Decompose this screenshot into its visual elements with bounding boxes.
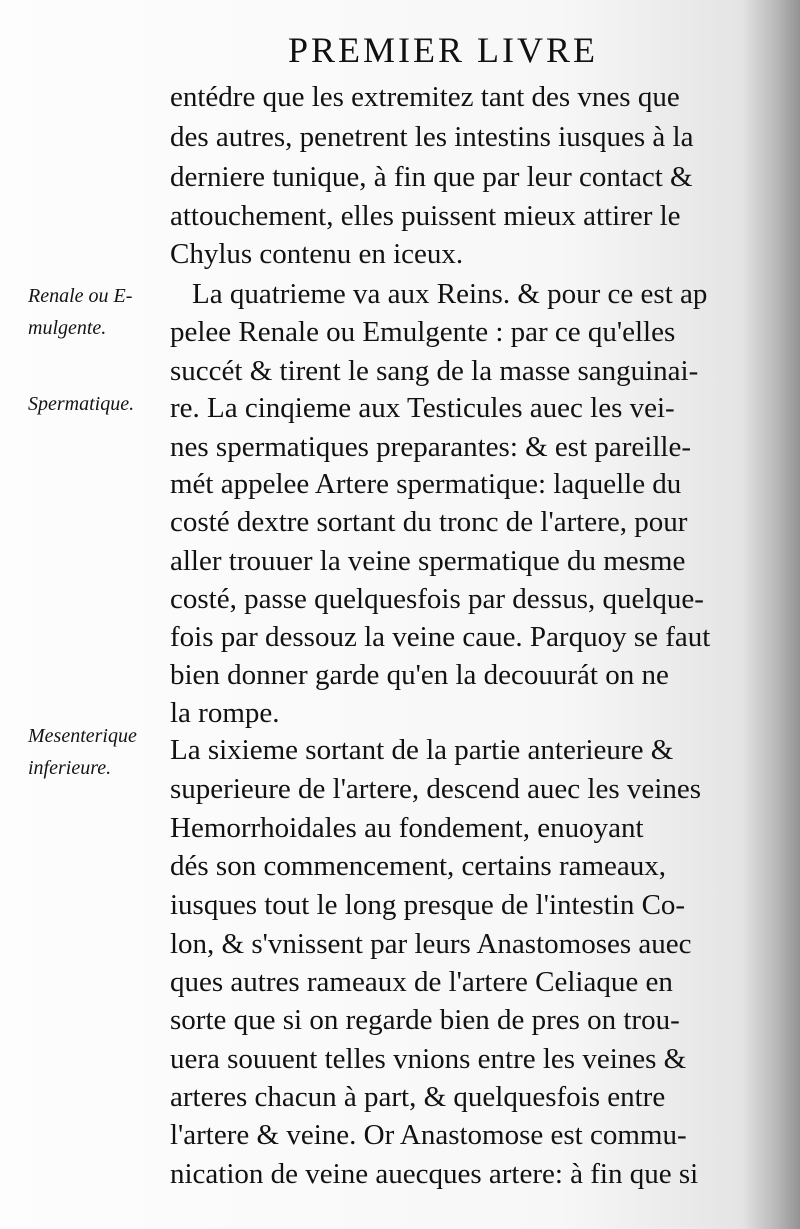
text-line: re. La cinqieme aux Testicules auec les vei-	[170, 392, 675, 424]
margin-note-emulgente: mulgente.	[28, 317, 107, 339]
text-line: iusques tout le long presque de l'intestin Co-	[170, 889, 686, 921]
text-line: fois par dessouz la veine caue. Parquoy se faut	[170, 621, 711, 653]
text-line: derniere tunique, à fin que par leur contact &	[170, 161, 693, 193]
margin-note-inferieure: inferieure.	[28, 757, 112, 779]
text-line: La quatrieme va aux Reins. & pour ce est ap	[192, 278, 708, 310]
text-line: arteres chacun à part, & quelquesfois entre	[170, 1081, 666, 1113]
text-line: Chylus contenu en iceux.	[170, 238, 464, 270]
text-line: bien donner garde qu'en la decouurát on ne	[170, 659, 669, 691]
text-line: uera souuent telles vnions entre les veines &	[170, 1043, 687, 1075]
text-line: l'artere & veine. Or Anastomose est commu-	[170, 1119, 687, 1151]
text-line: La sixieme sortant de la partie anterieure &	[170, 734, 674, 766]
running-head: PREMIER LIVRE	[288, 30, 599, 70]
margin-note-renale: Renale ou E-	[28, 285, 133, 307]
text-line: nes spermatiques preparantes: & est pareille-	[170, 431, 691, 463]
text-line: sorte que si on regarde bien de pres on trou-	[170, 1004, 680, 1036]
text-line: la rompe.	[170, 697, 280, 729]
margin-note-spermatique: Spermatique.	[28, 393, 135, 415]
text-line: attouchement, elles puissent mieux attirer le	[170, 200, 681, 232]
text-line: des autres, penetrent les intestins iusques à la	[170, 121, 694, 153]
text-line: nication de veine auecques artere: à fin que si	[170, 1158, 699, 1190]
text-line: mét appelee Artere spermatique: laquelle du	[170, 468, 682, 500]
text-line: dés son commencement, certains rameaux,	[170, 850, 667, 882]
text-line: ques autres rameaux de l'artere Celiaque en	[170, 966, 673, 998]
text-line: aller trouuer la veine spermatique du mesme	[170, 545, 686, 577]
text-line: entédre que les extremitez tant des vnes que	[170, 81, 680, 113]
text-line: succét & tirent le sang de la masse sanguinai-	[170, 355, 699, 387]
text-line: lon, & s'vnissent par leurs Anastomoses auec	[170, 928, 692, 960]
text-line: pelee Renale ou Emulgente : par ce qu'elles	[170, 316, 676, 348]
page-gutter-shadow	[740, 0, 800, 1229]
text-line: costé dextre sortant du tronc de l'artere, pour	[170, 506, 688, 538]
text-line: superieure de l'artere, descend auec les veines	[170, 773, 701, 805]
text-line: costé, passe quelquesfois par dessus, quelque-	[170, 583, 704, 615]
text-line: Hemorrhoidales au fondement, enuoyant	[170, 812, 644, 844]
margin-note-mesenterique: Mesenterique	[28, 725, 137, 747]
